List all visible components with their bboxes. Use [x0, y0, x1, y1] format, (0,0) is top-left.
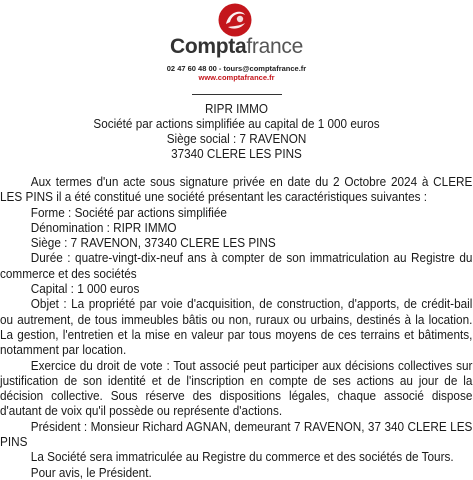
- paragraph-president: Président : Monsieur Richard AGNAN, demeurant 7 RAVENON, 37 340 CLERE LES PINS: [0, 418, 473, 450]
- brand-name: [0, 35, 473, 59]
- company-form: Société par actions simplifiée au capital de 1 000 euros: [93, 116, 380, 131]
- registered-city: 37340 CLERE LES PINS: [171, 146, 302, 161]
- paragraph-capital: Capital : 1 000 euros: [30, 281, 140, 297]
- comptafrance-logo-icon: [218, 3, 252, 37]
- paragraph-voting-rights: Exercice du droit de vote : Tout associé peut participer aux décisions collectives sur justification de son identité et de l'inscription en compte de ses actions au jour de la décision collective. Sous réserve des dispositions légales, chaque associé dispose d'autant de voix qu'il possède ou représente d'actions.: [0, 357, 473, 419]
- paragraph-denomination: Dénomination : RIPR IMMO: [30, 219, 177, 235]
- paragraph-purpose: Objet : La propriété par voie d'acquisition, de construction, d'apports, de crédit-bail ou autrement, de tous immeubles bâtis ou non, ruraux ou urbains, destinés à la location. La gestion, l'entretien et la mise en valeur par tous moyens de ces terrains et bâtiments, notamment par location.: [0, 296, 473, 358]
- company-header: [24, 101, 450, 161]
- paragraph-form: Forme : Société par actions simplifiée: [30, 204, 227, 220]
- brand-name-light: france: [246, 35, 303, 58]
- website-line: www.comptafrance.fr: [198, 73, 275, 82]
- registered-office: Siège social : 7 RAVENON: [166, 131, 307, 146]
- paragraph-duration: Durée : quatre-vingt-dix-neuf ans à compter de son immatriculation au Registre du commerce et des sociétés: [0, 250, 473, 281]
- paragraph-seat: Siège : 7 RAVENON, 37340 CLERE LES PINS: [30, 235, 276, 251]
- comptafrance-logo-block: [0, 0, 473, 92]
- header-separator: [192, 94, 282, 95]
- brand-name-bold: Compta: [170, 35, 247, 58]
- company-name: RIPR IMMO: [204, 101, 269, 116]
- contact-line: 02 47 60 48 00 - tours@comptafrance.fr: [166, 64, 307, 73]
- paragraph-registration: La Société sera immatriculée au Registre du commerce et des sociétés de Tours.: [30, 449, 454, 465]
- paragraph-intro: Aux termes d'un acte sous signature privée en date du 2 Octobre 2024 à CLERE LES PINS il a été constitué une société présentant les caractéristiques suivantes :: [0, 174, 473, 205]
- paragraph-signature: Pour avis, le Président.: [30, 464, 152, 480]
- notice-body: [0, 174, 472, 480]
